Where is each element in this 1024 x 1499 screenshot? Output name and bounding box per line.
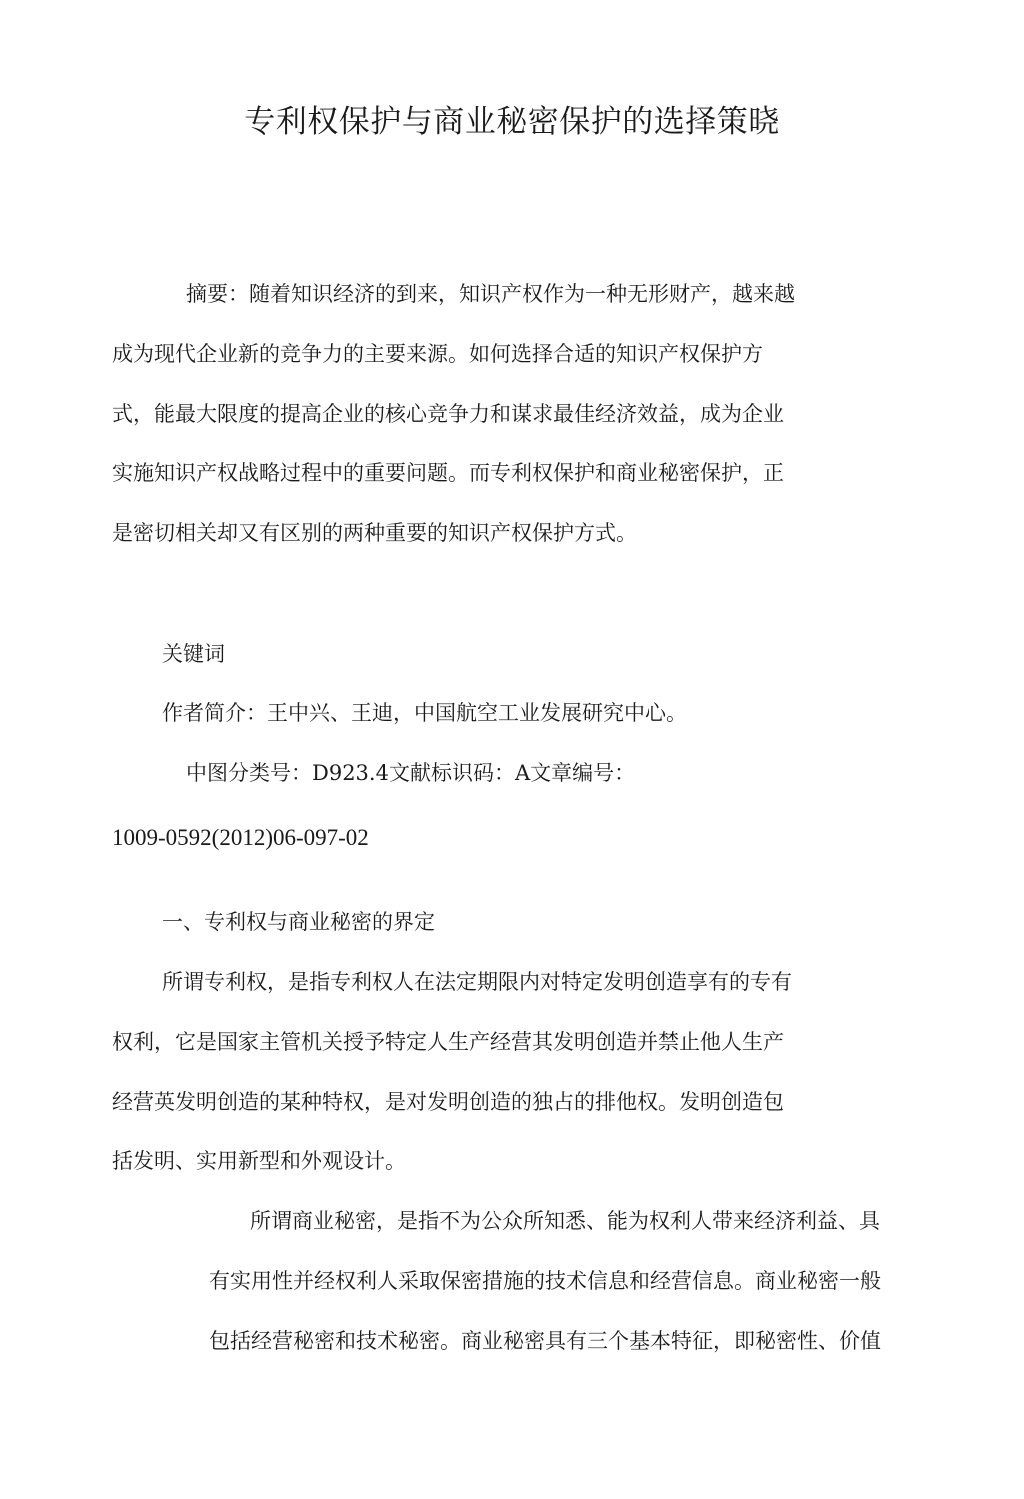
paragraph1-line-3: 经营英发明创造的某种特权，是对发明创造的独占的排他权。发明创造包 <box>112 1090 784 1114</box>
abstract-line-4: 实施知识产权战略过程中的重要问题。而专利权保护和商业秘密保护，正 <box>112 461 784 485</box>
paragraph2-line-3: 包括经营秘密和技术秘密。商业秘密具有三个基本特征，即秘密性、价值 <box>209 1329 881 1353</box>
paragraph2-line-2: 有实用性并经权利人采取保密措施的技术信息和经营信息。商业秘密一般 <box>209 1269 881 1293</box>
section-heading: 一、专利权与商业秘密的界定 <box>162 910 435 934</box>
paragraph1-line-4: 括发明、实用新型和外观设计。 <box>112 1149 406 1173</box>
abstract-line-2: 成为现代企业新的竞争力的主要来源。如何选择合适的知识产权保护方 <box>112 342 763 366</box>
keywords-label: 关键词 <box>162 642 225 666</box>
paragraph1-line-2: 权利，它是国家主管机关授予特定人生产经营其发明创造并禁止他人生产 <box>112 1030 784 1054</box>
paragraph2-line-1: 所谓商业秘密，是指不为公众所知悉、能为权利人带来经济利益、具 <box>250 1209 880 1233</box>
author-info: 作者简介：王中兴、王迪，中国航空工业发展研究中心。 <box>162 701 687 725</box>
classification-info: 中图分类号：D923.4文献标识码：A文章编号： <box>186 761 636 785</box>
abstract-line-1: 摘要：随着知识经济的到来，知识产权作为一种无形财产，越来越 <box>186 282 795 306</box>
abstract-line-5: 是密切相关却又有区别的两种重要的知识产权保护方式。 <box>112 521 637 545</box>
paragraph1-line-1: 所谓专利权，是指专利权人在法定期限内对特定发明创造享有的专有 <box>162 970 792 994</box>
article-number: 1009-0592(2012)06-097-02 <box>112 825 369 850</box>
abstract-line-3: 式，能最大限度的提高企业的核心竞争力和谋求最佳经济效益，成为企业 <box>112 402 784 426</box>
document-title: 专利权保护与商业秘密保护的选择策晓 <box>244 104 780 140</box>
